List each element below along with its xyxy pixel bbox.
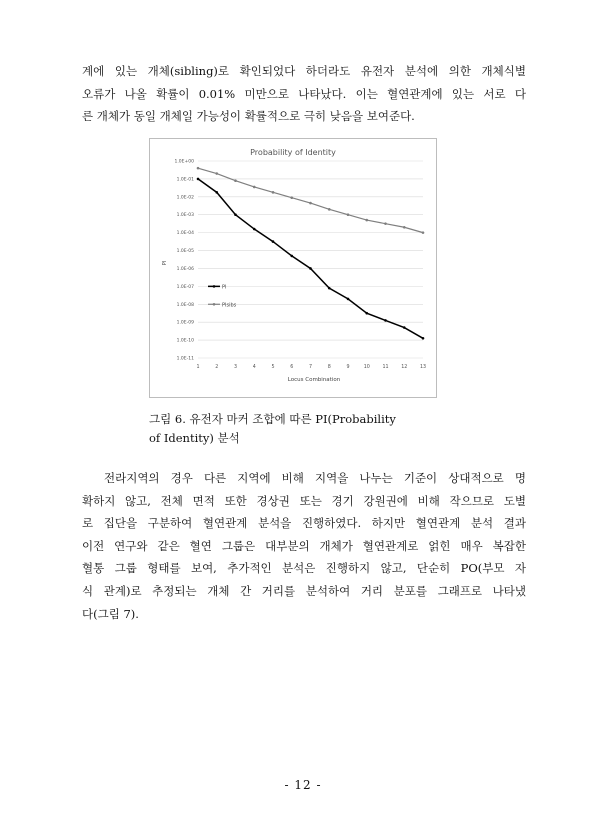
paragraph-1 bbox=[82, 60, 526, 128]
data-point-pi bbox=[403, 326, 406, 329]
pi-line-chart bbox=[150, 139, 436, 397]
data-point-pisibs bbox=[215, 172, 218, 175]
x-tick-label: 11 bbox=[382, 365, 389, 370]
y-tick-label: 1.0E-08 bbox=[176, 302, 194, 308]
data-point-pisibs bbox=[403, 226, 406, 229]
data-point-pisibs bbox=[272, 191, 275, 194]
paragraph-2-line: 다(그림 7). bbox=[82, 606, 139, 621]
data-point-pisibs bbox=[290, 196, 293, 199]
x-tick-label: 3 bbox=[233, 365, 238, 370]
y-tick-label: 1.0E-10 bbox=[176, 338, 194, 344]
data-point-pi bbox=[384, 319, 387, 322]
data-point-pi bbox=[197, 178, 200, 181]
x-tick-label: 9 bbox=[346, 365, 350, 370]
paragraph-2-line: 이전 연구와 같은 혈연 그룹은 대부분의 개체가 혈연관계로 얽힌 매우 복잡한 bbox=[82, 538, 526, 553]
data-point-pi bbox=[328, 287, 331, 290]
data-point-pisibs bbox=[234, 179, 237, 182]
y-tick-label: 1.0E-01 bbox=[176, 177, 194, 183]
y-tick-label: 1.0E-05 bbox=[176, 249, 194, 255]
paragraph-1-line: 른 개체가 동일 개체일 가능성이 확률적으로 극히 낮음을 보여준다. bbox=[82, 109, 415, 124]
data-point-pi bbox=[234, 213, 237, 216]
paragraph-2 bbox=[82, 467, 526, 625]
legend-marker bbox=[213, 285, 216, 288]
data-point-pisibs bbox=[347, 213, 350, 216]
y-tick-label: 1.0E-06 bbox=[176, 266, 194, 272]
figure-caption-line: 그림 6. 유전자 마커 조합에 따른 PI(Probability bbox=[149, 412, 396, 426]
y-tick-label: 1.0E-02 bbox=[176, 195, 194, 201]
paragraph-2-line: 식 관계)로 추정되는 개체 간 거리를 분석하여 거리 분포를 그래프로 나타냈 bbox=[82, 583, 526, 598]
data-point-pi bbox=[347, 298, 350, 301]
x-tick-label: 8 bbox=[327, 365, 331, 370]
data-point-pisibs bbox=[197, 167, 200, 170]
paragraph-2-line: 로 집단을 구분하여 혈연관계 분석을 진행하였다. 하지만 혈연관계 분석 결과 bbox=[82, 516, 526, 531]
figure-caption bbox=[149, 410, 449, 448]
paragraph-1-line: 오류가 나올 확률이 0.01% 미만으로 나타났다. 이는 혈연관계에 있는 서로 다 bbox=[82, 86, 526, 101]
y-tick-label: 1.0E-09 bbox=[176, 320, 194, 326]
paragraph-2-line: 혈통 그룹 형태를 보여, 추가적인 분석은 진행하지 않고, 단순히 PO(부모 자 bbox=[82, 561, 526, 576]
chart-title: Probability of Identity bbox=[250, 148, 336, 157]
data-point-pi bbox=[272, 240, 275, 243]
page-number: - 12 - bbox=[284, 778, 322, 792]
x-tick-label: 5 bbox=[271, 365, 275, 370]
y-tick-label: 1.0E-04 bbox=[176, 231, 194, 237]
x-tick-label: 1 bbox=[196, 365, 200, 370]
data-point-pisibs bbox=[422, 231, 425, 234]
data-point-pisibs bbox=[253, 186, 256, 189]
y-tick-label: 1.0E+00 bbox=[174, 159, 194, 165]
y-tick-label: 1.0E-07 bbox=[176, 284, 194, 290]
chart-y-axis-label: PI bbox=[162, 260, 168, 266]
legend-label: PI bbox=[222, 284, 227, 291]
paragraph-2-line: 확하지 않고, 전체 면적 또한 경상권 또는 경기 강원권에 비해 작으므로 도별 bbox=[82, 493, 526, 508]
data-point-pisibs bbox=[384, 222, 387, 225]
chart-x-axis-label: Locus Combination bbox=[287, 377, 341, 383]
data-point-pi bbox=[422, 337, 425, 340]
figure-caption-line: of Identity) 분석 bbox=[149, 431, 240, 445]
data-point-pisibs bbox=[328, 208, 331, 211]
y-tick-label: 1.0E-03 bbox=[176, 213, 194, 219]
x-tick-label: 2 bbox=[215, 365, 219, 370]
x-tick-label: 7 bbox=[308, 365, 313, 370]
data-point-pisibs bbox=[365, 219, 368, 222]
x-tick-label: 4 bbox=[252, 365, 256, 370]
x-tick-label: 6 bbox=[290, 365, 294, 370]
data-point-pi bbox=[309, 267, 312, 270]
legend-marker bbox=[213, 303, 216, 306]
data-point-pisibs bbox=[309, 202, 312, 205]
series-line-pisibs bbox=[198, 168, 423, 232]
data-point-pi bbox=[365, 312, 368, 315]
legend-label: PIsibs bbox=[222, 302, 237, 309]
data-point-pi bbox=[215, 191, 218, 194]
x-tick-label: 13 bbox=[419, 365, 427, 370]
data-point-pi bbox=[290, 255, 293, 258]
x-tick-label: 12 bbox=[401, 365, 408, 370]
data-point-pi bbox=[253, 228, 256, 231]
paragraph-1-line: 계에 있는 개체(sibling)로 확인되었다 하더라도 유전자 분석에 의한 개체식별 bbox=[82, 64, 526, 78]
paragraph-2-line: 전라지역의 경우 다른 지역에 비해 지역을 나누는 기준이 상대적으로 명 bbox=[104, 471, 526, 485]
y-tick-label: 1.0E-11 bbox=[176, 356, 194, 362]
x-tick-label: 10 bbox=[363, 365, 370, 370]
pi-chart-figure bbox=[149, 138, 437, 398]
